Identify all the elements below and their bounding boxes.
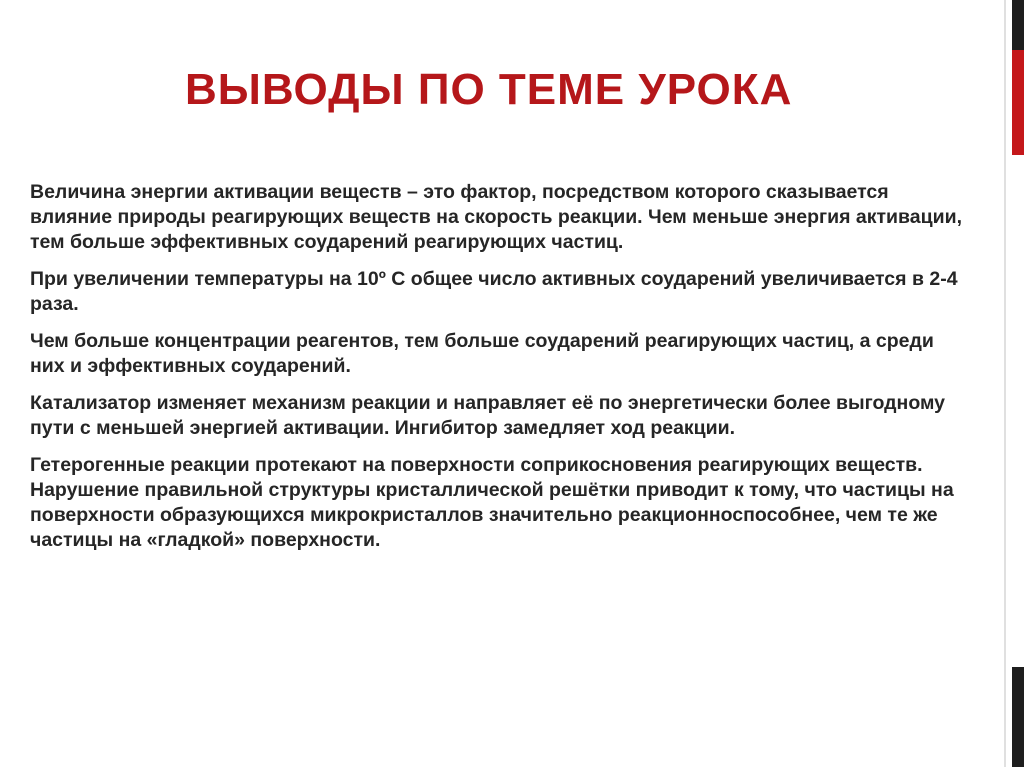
paragraph-activation-energy: Величина энергии активации веществ – это фактор, посредством которого сказывается влияние природы реагирующих веществ на скорость реакции. Чем меньше энергия активации, тем больше эффективных соударений реагирующих частиц. — [30, 181, 963, 253]
paragraph-catalyst: Катализатор изменяет механизм реакции и направляет её по энергетически более выгодному пути с меньшей энергией активации. Ингибитор замедляет ход реакции. — [30, 392, 945, 439]
edge-accent-band — [1012, 50, 1024, 155]
paragraph-heterogeneous: Гетерогенные реакции протекают на поверхности соприкосновения реагирующих веществ. Нарушение правильной структуры кристаллической решётки приводит к тому, что частицы на поверхности образующихся микрокристаллов значительно реакционноспособнее, чем те же частицы на «гладкой» поверхности. — [30, 454, 954, 551]
slide-body — [30, 180, 970, 565]
edge-bar-bottom — [1012, 667, 1024, 767]
edge-divider-line — [1004, 0, 1006, 767]
edge-bar-top — [1012, 0, 1024, 50]
paragraph-concentration: Чем больше концентрации реагентов, тем больше соударений реагирующих частиц, а среди них и эффективных соударений. — [30, 330, 934, 377]
slide-title: ВЫВОДЫ ПО ТЕМЕ УРОКА — [185, 65, 793, 114]
paragraph-temperature: При увеличении температуры на 10º С общее число активных соударений увеличивается в 2-4 раза. — [30, 268, 958, 315]
